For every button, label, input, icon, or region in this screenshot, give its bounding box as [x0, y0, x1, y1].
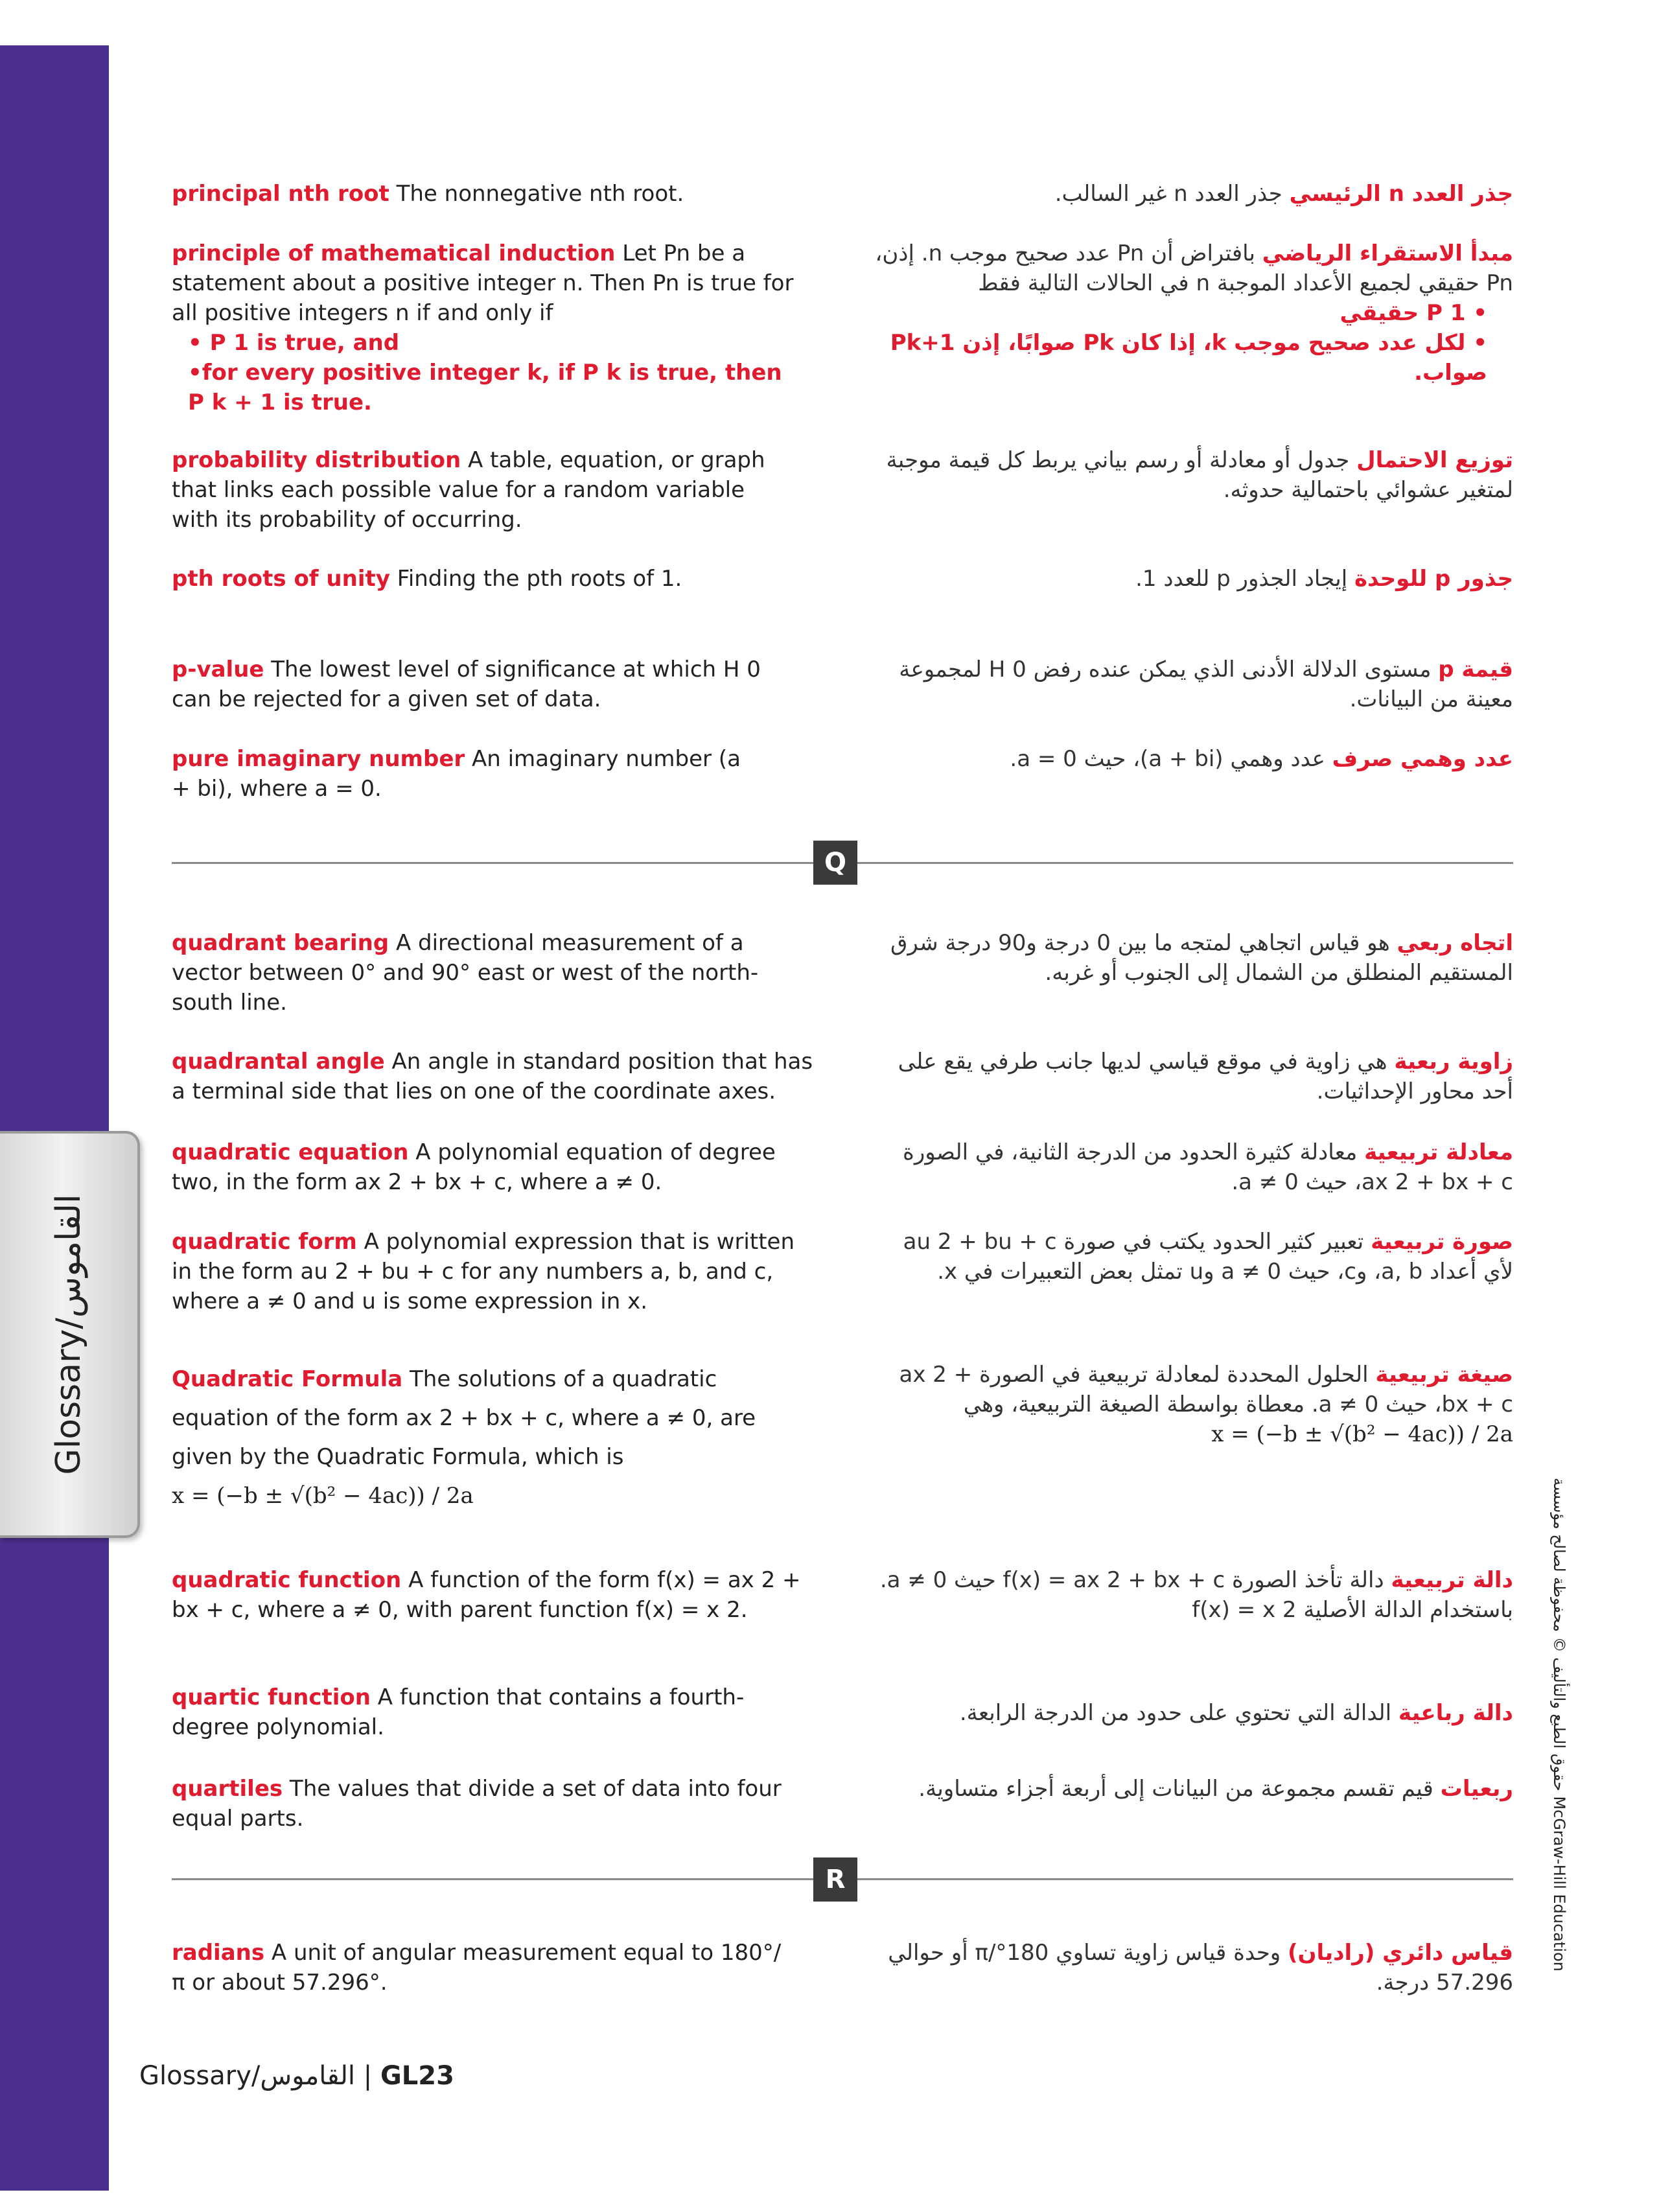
purple-sidebar — [0, 45, 109, 2191]
term: radians — [172, 1940, 265, 1966]
definition: وحدة قياس زاوية تساوي 180°/π أو حوالي 57.296 درجة. — [888, 1940, 1513, 1996]
term: مبدأ الاستقراء الرياضي — [1262, 240, 1513, 266]
copyright-notice: حقوق الطبع والتأليف © محفوظة لصالح مؤسسة McGraw-Hill Education — [1550, 1478, 1568, 1972]
entry-ar-principal-nth-root — [872, 179, 1513, 209]
term: صيغة تربيعية — [1375, 1362, 1513, 1388]
definition: دالة تأخذ الصورة f(x) = ax 2 + bx + c حيث a ≠ 0. باستخدام الدالة الأصلية f(x) = x 2 — [879, 1567, 1513, 1623]
definition: A polynomial expression that is written in the form au 2 + bu + c for any numbers a, b, and c, where a ≠ 0 and u is some expression in x. — [172, 1229, 795, 1314]
footer-label: Glossary/القاموس — [139, 2061, 356, 2091]
definition: A function of the form f(x) = ax 2 + bx + c, where a ≠ 0, with parent function f(x) = x 2. — [172, 1567, 801, 1623]
entry-ar-induction — [872, 239, 1513, 388]
entry-ar-quartiles — [872, 1774, 1513, 1804]
definition: An angle in standard position that has a terminal side that lies on one of the coordinate axes. — [172, 1049, 813, 1104]
term: principle of mathematical induction — [172, 240, 616, 266]
definition: The nonnegative nth root. — [389, 181, 684, 207]
definition: الحلول المحددة لمعادلة تربيعية في الصورة ax 2 + bx + c، حيث a ≠ 0. معطاة بواسطة الصيغة التربيعية، وهي — [899, 1362, 1513, 1417]
definition: A unit of angular measurement equal to 180°/π or about 57.296°. — [172, 1940, 782, 1996]
entry-en-quadratic-equation — [172, 1137, 813, 1197]
definition: جدول أو معادلة أو رسم بياني يربط كل قيمة موجبة لمتغير عشوائي باحتمالية حدوثه. — [886, 447, 1513, 503]
definition: عدد وهمي (a + bi)، حيث a = 0. — [1010, 746, 1332, 772]
bullet: •for every positive integer k, if P k is true, then P k + 1 is true. — [188, 360, 782, 415]
entry-en-principal-nth-root — [172, 179, 813, 209]
definition: معادلة كثيرة الحدود من الدرجة الثانية، في الصورة ax 2 + bx + c، حيث a ≠ 0. — [903, 1139, 1513, 1195]
section-letter: R — [813, 1857, 857, 1902]
term: quadrant bearing — [172, 930, 389, 956]
definition: قيم تقسم مجموعة من البيانات إلى أربعة أجزاء متساوية. — [918, 1776, 1441, 1802]
entry-ar-quartic-function — [872, 1698, 1513, 1728]
entry-ar-pth-roots — [872, 564, 1513, 594]
page-number: GL23 — [380, 2061, 454, 2091]
entry-en-pth-roots — [172, 564, 813, 594]
definition: An imaginary number (a + bi), where a = 0. — [172, 746, 741, 802]
term: quadratic equation — [172, 1139, 409, 1165]
entry-ar-pure-imaginary — [872, 744, 1513, 774]
term: quartiles — [172, 1776, 283, 1802]
term: معادلة تربيعية — [1364, 1139, 1513, 1165]
entry-ar-probability-distribution — [872, 445, 1513, 505]
definition: هو قياس اتجاهي لمتجه ما بين 0 درجة و90 درجة شرق المستقيم المنطلق من الشمال إلى الجنوب أو غربه. — [890, 930, 1513, 986]
glossary-tab-label: Glossary/القاموس — [49, 1194, 88, 1475]
term: quadrantal angle — [172, 1049, 385, 1075]
definition: The values that divide a set of data into four equal parts. — [172, 1776, 782, 1832]
entry-ar-quadrant-bearing — [872, 928, 1513, 988]
bullet: • P 1 is true, and — [188, 330, 400, 356]
definition: A table, equation, or graph that links each possible value for a random variable with its probability of occurring. — [172, 447, 765, 533]
definition: Let Pn be a statement about a positive integer n. Then Pn is true for all positive integers n if and only if — [172, 240, 794, 326]
entry-en-quadratic-form — [172, 1227, 813, 1316]
entry-en-quartiles — [172, 1774, 813, 1834]
glossary-tab[interactable] — [0, 1131, 140, 1538]
definition: The lowest level of significance at which H 0 can be rejected for a given set of data. — [172, 657, 761, 712]
term: جذر العدد n الرئيسي — [1289, 181, 1513, 207]
page-footer — [139, 2061, 454, 2091]
term: قيمة p — [1438, 657, 1513, 682]
entry-ar-quadratic-form — [872, 1227, 1513, 1286]
definition: Finding the pth roots of 1. — [389, 566, 682, 592]
term: quadratic function — [172, 1567, 402, 1593]
term: ربعيات — [1440, 1776, 1513, 1802]
term: صورة تربيعية — [1371, 1229, 1513, 1255]
footer-separator: | — [363, 2061, 373, 2091]
entry-en-quadratic-function — [172, 1565, 813, 1625]
entry-ar-radians — [872, 1938, 1513, 1997]
definition: A polynomial equation of degree two, in the form ax 2 + bx + c, where a ≠ 0. — [172, 1139, 776, 1195]
definition: إيجاد الجذور p للعدد 1. — [1135, 566, 1354, 592]
quadratic-formula: x = (−b ± √(b² − 4ac)) / 2a — [1211, 1421, 1513, 1447]
definition: الدالة التي تحتوي على حدود من الدرجة الرابعة. — [959, 1700, 1398, 1726]
quadratic-formula: x = (−b ± √(b² − 4ac)) / 2a — [172, 1483, 474, 1509]
entry-en-quadrantal-angle — [172, 1047, 813, 1106]
term: زاوية ربعية — [1394, 1049, 1513, 1075]
term: دالة تربيعية — [1391, 1567, 1513, 1593]
term: عدد وهمي صرف — [1332, 746, 1513, 772]
definition: هي زاوية في موقع قياسي لديها جانب طرفي يقع على أحد محاور الإحداثيات. — [898, 1049, 1513, 1104]
definition: جذر العدد n غير السالب. — [1054, 181, 1290, 207]
term: توزيع الاحتمال — [1356, 447, 1513, 473]
term: جذور p للوحدة — [1354, 566, 1513, 592]
definition: The solutions of a quadratic equation of the form ax 2 + bx + c, where a ≠ 0, are given by the Quadratic Formula, which is — [172, 1366, 756, 1470]
bullet: • لكل عدد صحيح موجب k، إذا كان Pk صوابًا، إذن Pk+1 صواب. — [890, 330, 1487, 386]
entry-en-quadrant-bearing — [172, 928, 794, 1018]
term: Quadratic Formula — [172, 1366, 403, 1392]
term: quadratic form — [172, 1229, 357, 1255]
entry-ar-quadratic-function — [872, 1565, 1513, 1625]
term: pure imaginary number — [172, 746, 465, 772]
term: قياس دائري (راديان) — [1288, 1940, 1513, 1966]
definition: A function that contains a fourth-degree polynomial. — [172, 1684, 745, 1740]
definition: A directional measurement of a vector between 0° and 90° east or west of the north-south line. — [172, 930, 759, 1016]
entry-en-radians — [172, 1938, 794, 1997]
entry-en-probability-distribution — [172, 445, 781, 535]
term: probability distribution — [172, 447, 461, 473]
entry-ar-quadrantal-angle — [872, 1047, 1513, 1106]
term: p-value — [172, 657, 264, 682]
term: principal nth root — [172, 181, 389, 207]
entry-ar-quadratic-formula — [872, 1360, 1513, 1449]
term: pth roots of unity — [172, 566, 390, 592]
term: دالة رباعية — [1398, 1700, 1513, 1726]
term: quartic function — [172, 1684, 371, 1710]
section-letter: Q — [813, 841, 857, 885]
entry-ar-p-value — [872, 655, 1513, 714]
entry-en-quadratic-formula — [172, 1360, 794, 1515]
entry-en-p-value — [172, 655, 794, 714]
entry-en-quartic-function — [172, 1682, 768, 1742]
definition: بافتراض أن Pn عدد صحيح موجب n. إذن، Pn حقيقي لجميع الأعداد الموجبة n في الحالات التالية فقط — [875, 240, 1513, 296]
entry-en-pure-imaginary — [172, 744, 755, 804]
definition: مستوى الدلالة الأدنى الذي يمكن عنده رفض H 0 لمجموعة معينة من البيانات. — [899, 657, 1513, 712]
entry-en-induction — [172, 239, 794, 417]
term: اتجاه ربعي — [1397, 930, 1513, 956]
bullet: • P 1 حقيقي — [1340, 300, 1487, 326]
entry-ar-quadratic-equation — [872, 1137, 1513, 1197]
definition: تعبير كثير الحدود يكتب في صورة au 2 + bu + c لأي أعداد a, b، وc، حيث a ≠ 0 وu تمثل بعض التعبيرات في x. — [903, 1229, 1513, 1285]
